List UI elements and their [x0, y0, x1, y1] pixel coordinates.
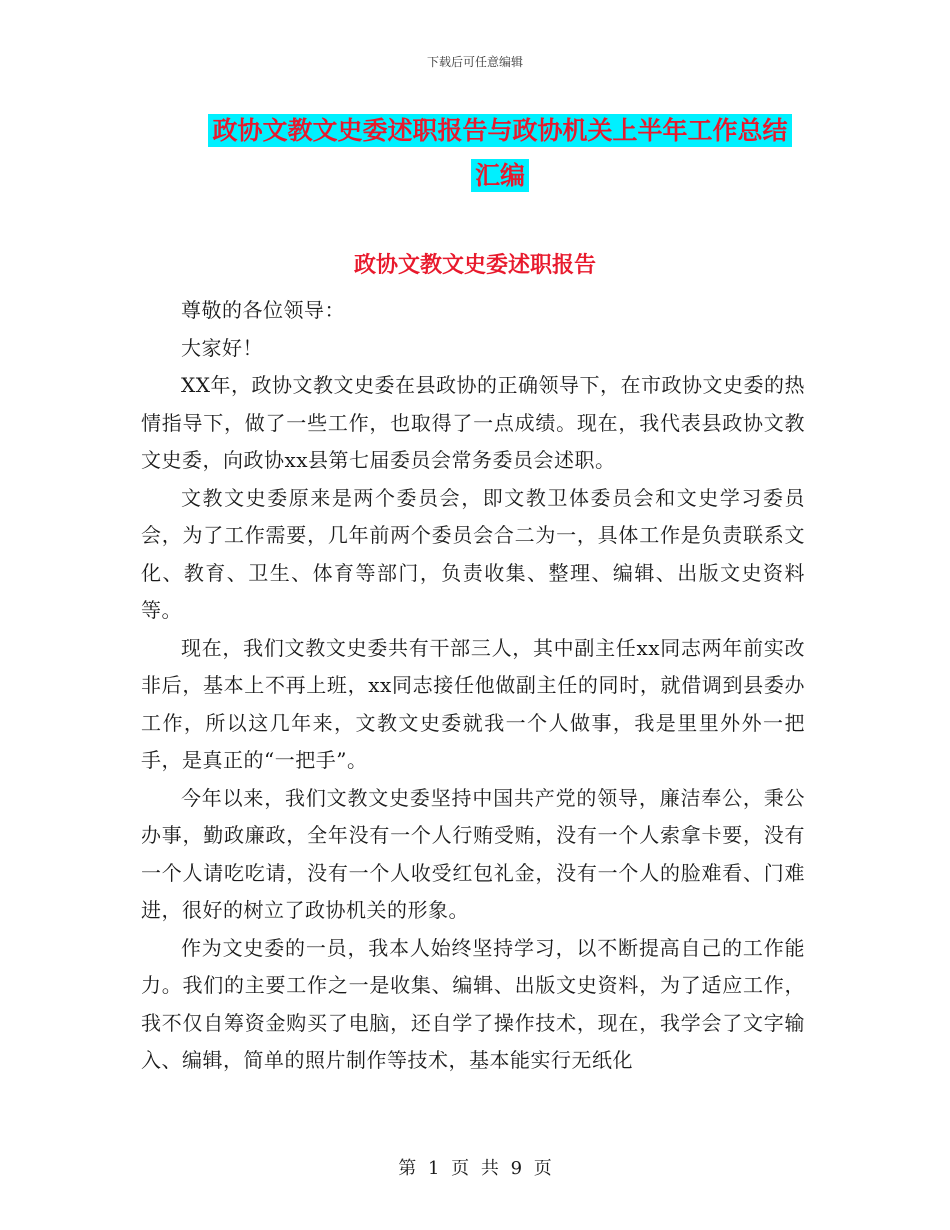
document-title-line-2: 汇编: [471, 159, 529, 192]
document-title-line-1: 政协文教文史委述职报告与政协机关上半年工作总结: [208, 114, 791, 147]
paragraph: 文教文史委原来是两个委员会，即文教卫体委员会和文史学习委员会，为了工作需要，几年前两个委员会合二为一，具体工作是负责联系文化、教育、卫生、体育等部门，负责收集、整理、编辑、出版文史资料等。: [141, 485, 805, 622]
document-title: [180, 108, 820, 198]
section-title: 政协文教文史委述职报告: [353, 253, 596, 278]
page-footer: 第 1 页 共 9 页: [398, 1158, 552, 1179]
paragraph-greeting: 大家好！: [181, 335, 263, 360]
paragraph: 现在，我们文教文史委共有干部三人，其中副主任xx同志两年前实改非后，基本上不再上班，xx同志接任他做副主任的同时，就借调到县委办工作，所以这几年来，文教文史委就我一个人做事，我是里里外外一把手，是真正的“一把手”。: [141, 635, 805, 772]
page-header: 下载后可任意编辑: [426, 55, 523, 69]
paragraph-salutation: 尊敬的各位领导：: [181, 298, 345, 322]
paragraph: 作为文史委的一员，我本人始终坚持学习，以不断提高自己的工作能力。我们的主要工作之一是收集、编辑、出版文史资料，为了适应工作，我不仅自筹资金购买了电脑，还自学了操作技术，现在，我学会了文字输入、编辑，简单的照片制作等技术，基本能实行无纸化: [141, 935, 805, 1072]
paragraph: 今年以来，我们文教文史委坚持中国共产党的领导，廉洁奉公，秉公办事，勤政廉政，全年没有一个人行贿受贿，没有一个人索拿卡要，没有一个人请吃吃请，没有一个人收受红包礼金，没有一个人的脸难看、门难进，很好的树立了政协机关的形象。: [141, 785, 805, 922]
paragraph: XX年，政协文教文史委在县政协的正确领导下，在市政协文史委的热情指导下，做了一些工作，也取得了一点成绩。现在，我代表县政协文教文史委，向政协xx县第七届委员会常务委员会述职。: [141, 373, 805, 472]
document-body: [141, 292, 805, 1080]
